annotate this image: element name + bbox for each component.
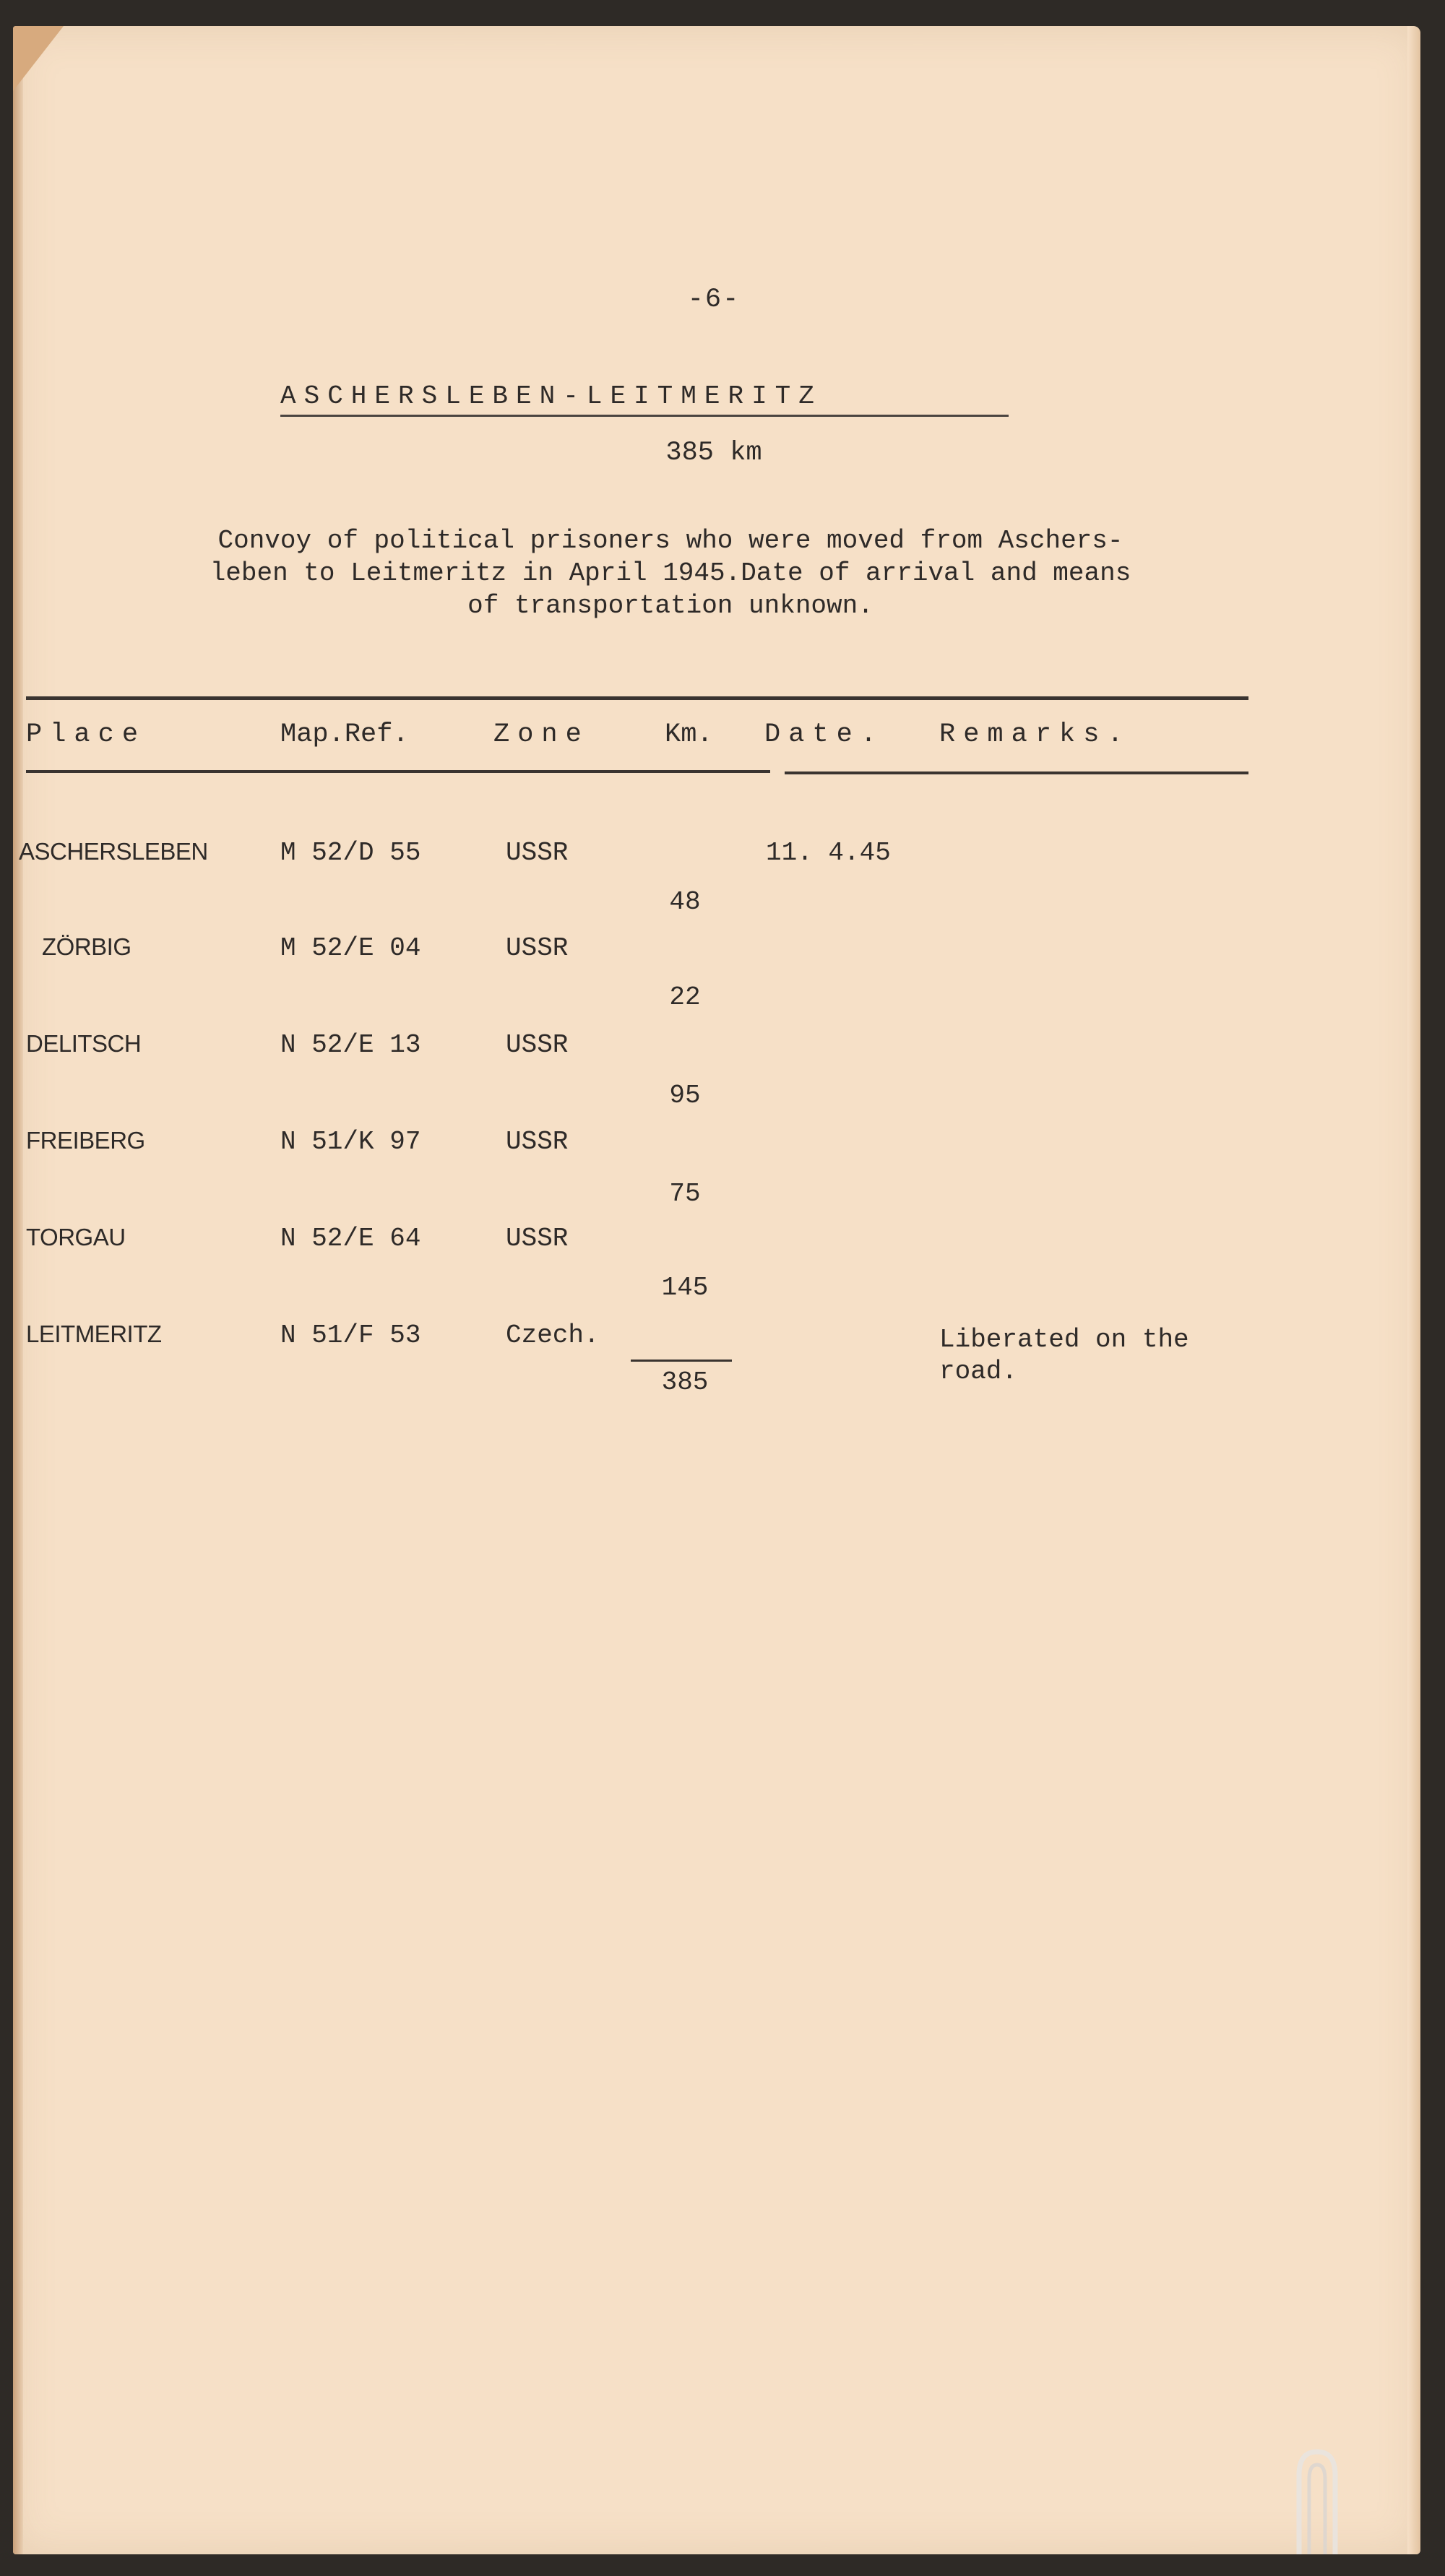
- page-number: -6-: [687, 285, 741, 315]
- paper-clip-icon: [1285, 2446, 1350, 2554]
- map-ref-cell: M 52/D 55: [280, 838, 421, 868]
- zone-cell: USSR: [506, 1030, 569, 1060]
- page-edge-shadow: [1407, 26, 1420, 2554]
- header-zone: Zone: [493, 719, 590, 750]
- km-segment: 48: [669, 887, 701, 917]
- convoy-description: [165, 524, 1176, 622]
- total-km: 385: [661, 1367, 709, 1397]
- zone-cell: Czech.: [506, 1321, 600, 1350]
- map-ref-cell: N 51/K 97: [280, 1127, 421, 1157]
- map-ref-cell: M 52/E 04: [280, 933, 421, 963]
- km-segment: 22: [669, 982, 701, 1012]
- header-remarks: Remarks.: [939, 719, 1131, 750]
- map-ref-cell: N 51/F 53: [280, 1321, 421, 1350]
- place-cell: LEITMERITZ: [26, 1321, 162, 1347]
- zone-cell: USSR: [506, 933, 569, 963]
- km-segment: 75: [669, 1179, 701, 1209]
- header-bottom-rule-left: [26, 770, 770, 773]
- remarks-cell: Liberated on the road.: [939, 1325, 1189, 1386]
- zone-cell: USSR: [506, 838, 569, 868]
- date-cell: 11. 4.45: [766, 838, 891, 868]
- description-line: of transportation unknown.: [467, 591, 874, 621]
- title-underline: [280, 415, 1009, 417]
- map-ref-cell: N 52/E 13: [280, 1030, 421, 1060]
- binding-edge: [13, 26, 23, 2554]
- place-cell: DELITSCH: [26, 1030, 142, 1057]
- place-cell: FREIBERG: [26, 1127, 145, 1154]
- km-segment: 95: [669, 1081, 701, 1110]
- place-cell: TORGAU: [26, 1224, 126, 1250]
- km-segment: 145: [661, 1273, 709, 1302]
- header-bottom-rule-right: [785, 771, 1248, 774]
- place-cell: ZÖRBIG: [42, 933, 131, 960]
- page-title: ASCHERSLEBEN-LEITMERITZ: [280, 381, 822, 411]
- description-line: Convoy of political prisoners who were moved from Aschers-: [217, 526, 1123, 556]
- map-ref-cell: N 52/E 64: [280, 1224, 421, 1253]
- header-km: Km.: [665, 719, 713, 750]
- document-page: [13, 26, 1420, 2554]
- header-place: Place: [26, 719, 147, 750]
- description-line: leben to Leitmeritz in April 1945.Date of arrival and means: [210, 558, 1131, 588]
- header-date: Date.: [764, 719, 885, 750]
- zone-cell: USSR: [506, 1224, 569, 1253]
- sum-line: [631, 1360, 732, 1362]
- zone-cell: USSR: [506, 1127, 569, 1157]
- folded-corner: [13, 26, 64, 91]
- header-map-ref: Map.Ref.: [280, 719, 409, 750]
- total-distance: 385 km: [665, 438, 762, 468]
- place-cell: ASCHERSLEBEN: [19, 838, 208, 865]
- table-top-rule: [26, 696, 1248, 700]
